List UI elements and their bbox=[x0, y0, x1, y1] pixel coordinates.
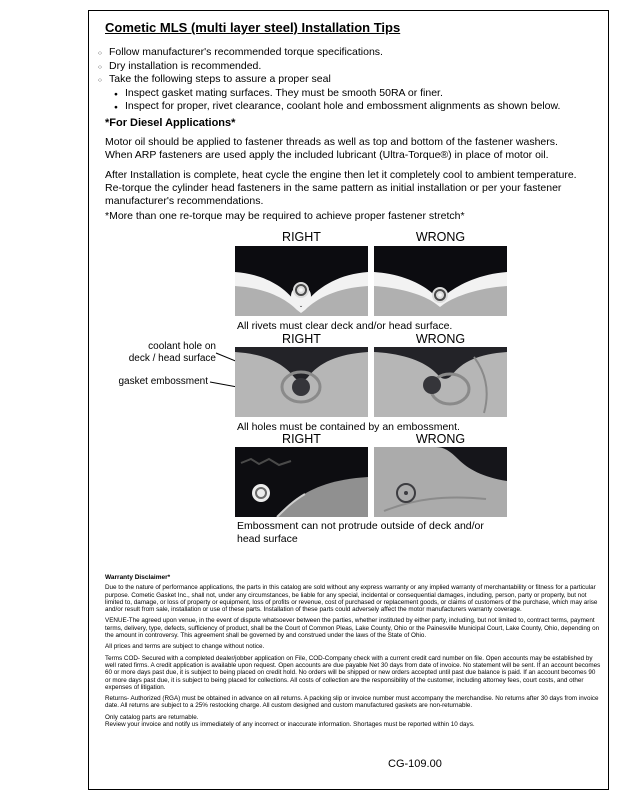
gasket-embossment-callout: gasket embossment bbox=[118, 376, 208, 387]
page-title: Cometic MLS (multi layer steel) Installation Tips bbox=[105, 20, 401, 35]
retorque-paragraph: After Installation is complete, heat cycle the engine then let it completely cool to ambient temperature. Re-torque the cylinder head fasteners in the same pattern as initial installation or per your fastener manufacturer's recommendations. bbox=[105, 169, 577, 207]
rivet-wrong-drawing bbox=[374, 246, 507, 316]
wrong-label: WRONG bbox=[415, 332, 466, 346]
wrong-label: WRONG bbox=[415, 432, 466, 446]
legal-paragraph: VENUE-The agreed upon venue, in the event of dispute whatsoever between the parties, whether instituted by either party, including, but not limited to, contract terms, payment terms, delivery, type, defects, sufficiency of product, shall be the Court of Common Pleas, Lake County, Ohio or the Painesville Municipal Court, Lake County, Ohio, depending on the amount in controversy. This agreement shall be governed by and construed under the laws of the State of Ohio. bbox=[105, 617, 600, 640]
tip-sub-item bbox=[114, 87, 588, 100]
embossment-wrong-drawing bbox=[374, 347, 507, 417]
tip-text: Dry installation is recommended. bbox=[109, 59, 262, 72]
tip-item bbox=[98, 73, 588, 86]
tip-text: Follow manufacturer's recommended torque specifications. bbox=[109, 46, 383, 58]
motor-oil-paragraph: Motor oil should be applied to fastener threads as well as top and bottom of the fastener washers. When ARP fasteners are used apply the included lubricant (Ultra-Torque®) in place of motor oil. bbox=[105, 136, 558, 161]
protrude-caption: Embossment can not protrude outside of deck and/or head surface bbox=[237, 520, 484, 545]
legal-paragraph: Review your invoice and notify us immediately of any incorrect or inaccurate information. Shortages must be reported within 10 days. bbox=[105, 721, 475, 729]
rivet-wrong-image bbox=[374, 246, 507, 316]
rivet-caption: All rivets must clear deck and/or head surface. bbox=[237, 320, 453, 332]
rivet-right-drawing bbox=[235, 246, 368, 316]
diesel-applications-heading: *For Diesel Applications* bbox=[105, 117, 236, 129]
right-label: RIGHT bbox=[282, 230, 321, 244]
legal-paragraph: All prices and terms are subject to change without notice. bbox=[105, 643, 265, 651]
protrude-right-drawing bbox=[235, 447, 368, 517]
right-label: RIGHT bbox=[282, 332, 321, 346]
tip-item bbox=[98, 46, 588, 59]
legal-paragraph: Terms COD- Secured with a completed dealer/jobber application on File, COD-Company check with a current credit card number on file. Open accounts may be established by well rated firms. A credit application is available upon request. Open accounts are due payable Net 30 days from date of invoice. No statement will be sent. If an account becomes 60 or more days past due, it is subject to being placed on credit hold. No orders will be shipped or new orders accepted until past due balance is paid. If an account becomes 90 or more days past due, it is subject to being placed for collections. All costs of collection are the responsibility of the customer, including attorney fees, court costs, and other expenses of litigation. bbox=[105, 654, 601, 691]
embossment-caption: All holes must be contained by an embossment. bbox=[237, 421, 460, 433]
legal-paragraph: Only catalog parts are returnable. bbox=[105, 713, 199, 721]
tip-item bbox=[98, 60, 588, 73]
catalog-page-number: CG-109.00 bbox=[388, 758, 442, 770]
embossment-right-image bbox=[235, 347, 368, 417]
callout-line1: coolant hole on bbox=[148, 341, 216, 352]
legal-paragraph: Returns- Authorized (RGA) must be obtained in advance on all returns. A packing slip or invoice number must accompany the merchandise. No returns after 30 days from invoice date. All returns are subject to a 25% restocking charge. All custom designed and custom manufactured gaskets are non-returnable. bbox=[105, 695, 599, 710]
protrude-wrong-image bbox=[374, 447, 507, 517]
tip-text: Inspect for proper, rivet clearance, coolant hole and embossment alignments as shown below. bbox=[125, 100, 561, 112]
protrude-right-image bbox=[235, 447, 368, 517]
retorque-note: *More than one re-torque may be required to achieve proper fastener stretch* bbox=[105, 210, 465, 222]
tip-text: Inspect gasket mating surfaces. They must be smooth 50RA or finer. bbox=[125, 86, 443, 99]
legal-section bbox=[105, 574, 602, 732]
tip-sub-item bbox=[114, 100, 588, 113]
callout-line2: deck / head surface bbox=[128, 352, 216, 364]
embossment-wrong-image bbox=[374, 347, 507, 417]
warranty-disclaimer-heading: Warranty Disclaimer* bbox=[105, 574, 171, 581]
right-label: RIGHT bbox=[282, 432, 321, 446]
tip-text: Take the following steps to assure a proper seal bbox=[109, 73, 331, 85]
legal-paragraph: Due to the nature of performance applications, the parts in this catalog are sold without any express warranty or any implied warranty of merchantability or fitness for a particular purpose. Cometic Gasket Inc., shall not, under any circumstances, be liable for any special, incidental or consequential damages, including, person, party or property, but not limited to, damage, or loss of property or equipment, loss of profits or revenue, cost of purchased or replacement goods, or claims of customers of the purchase, which may arise and/or result from sale, installation or use of these parts. Installation of these parts could adversely affect the motor manufacturers warranty coverage. bbox=[105, 584, 598, 614]
tips-list bbox=[98, 46, 588, 114]
embossment-right-drawing bbox=[235, 347, 368, 417]
rivet-right-image bbox=[235, 246, 368, 316]
wrong-label: WRONG bbox=[415, 230, 466, 244]
protrude-wrong-drawing bbox=[374, 447, 507, 517]
